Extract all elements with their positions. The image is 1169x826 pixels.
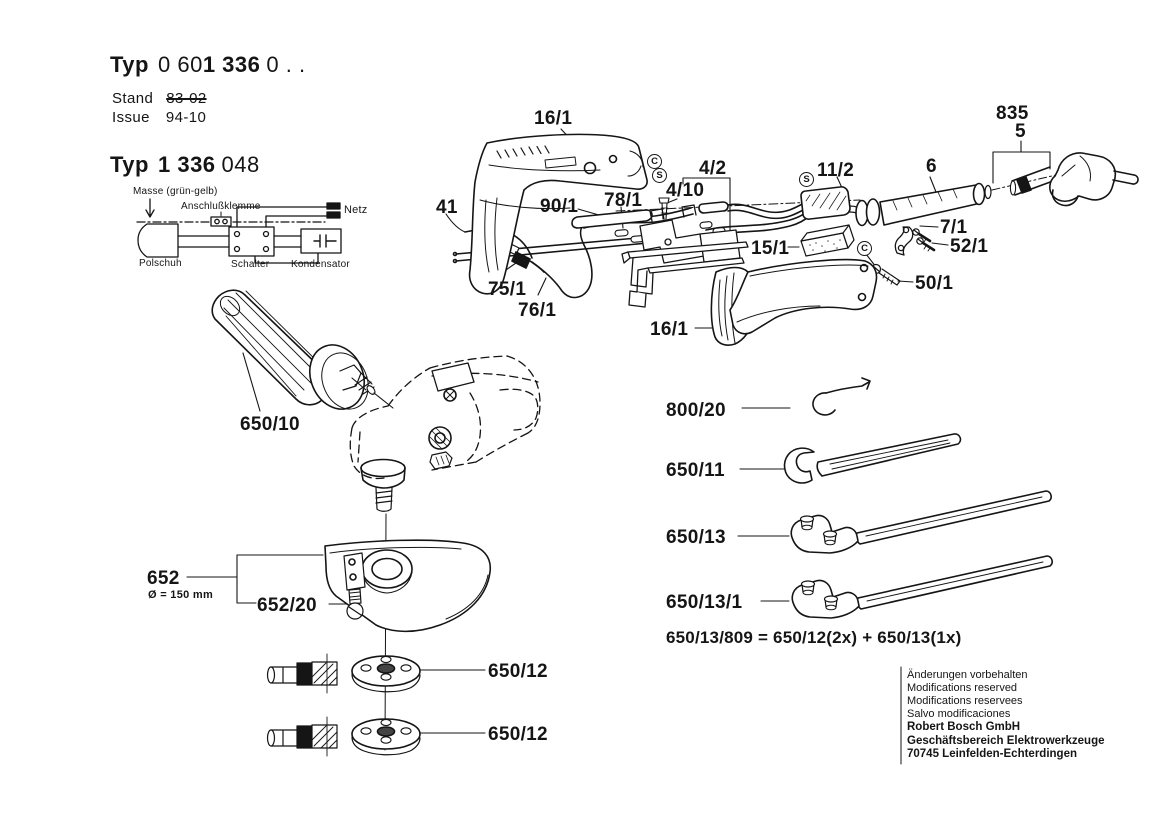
flange-graphic [352,656,420,692]
part-label-41: 41 [436,197,458,218]
part-label-650-12-b: 650/12 [488,724,548,745]
type-number-subheading: Typ 1 336 048 [110,152,260,177]
part-label-650-13-1: 650/13/1 [666,592,743,613]
stand-value-struck: 83-02 [166,90,207,107]
footer-company: Robert Bosch GmbH [907,721,1021,733]
wiring-label-klemme: Anschlußklemme [181,201,261,212]
part-label-90-1: 90/1 [540,196,579,217]
part-label-11-2: 11/2 [817,160,855,181]
part-label-650-10: 650/10 [240,414,300,435]
wiring-label-kondensator: Kondensator [291,259,350,270]
flange-section-graphic [268,654,338,693]
screws-52-1-graphic [913,229,934,251]
part-label-75-1: 75/1 [488,279,527,300]
part-label-16-1-bottom: 16/1 [650,319,689,340]
pin-wrench-graphic [791,491,1051,553]
cable-clamp-graphic [895,227,912,255]
part-label-650-13: 650/13 [666,527,726,548]
marker-c-top: C [647,154,662,169]
footer-note: Modifications reservees [907,695,1023,707]
foam-pad-graphic [801,225,854,256]
part-label-15-1: 15/1 [751,238,790,259]
footer-block [907,669,1105,762]
footer-company: Geschäftsbereich Elektrowerkzeuge [907,734,1105,747]
marker-s-mid: S [799,172,814,187]
part-label-16-1-top: 16/1 [534,108,573,129]
wiring-label-polschuh: Polschuh [139,258,182,269]
tool-hook-graphic [813,378,870,415]
part-label-76-1: 76/1 [518,300,557,321]
part-label-7-1: 7/1 [940,217,968,238]
power-plug-graphic [1050,153,1138,206]
wiring-label-masse: Masse (grün-gelb) [133,186,218,197]
typ-brand: Typ [110,52,149,77]
part-label-652-diameter: Ø = 150 mm [148,589,214,601]
stand-line: Stand 83-02 [112,90,207,107]
part-label-52-1: 52/1 [950,236,989,257]
part-label-835-5: 5 [1015,121,1026,142]
part-label-800-20: 800/20 [666,400,726,421]
marker-s-top: S [652,168,667,183]
suppressor-graphic [801,187,864,219]
part-label-4-10: 4/10 [666,180,705,201]
part-label-650-11: 650/11 [666,460,725,481]
wiring-label-schalter: Schalter [231,259,270,270]
set-formula: 650/13/809 = 650/12(2x) + 650/13(1x) [666,628,962,647]
part-label-6: 6 [926,156,937,177]
footer-note: Änderungen vorbehalten [907,669,1028,681]
type-number-heading: Typ 0 601 336 0 . . [110,52,306,77]
footer-note: Modifications reserved [907,682,1018,694]
issue-line: Issue 94-10 [112,109,207,126]
part-label-650-12-a: 650/12 [488,661,548,682]
part-label-50-1: 50/1 [915,273,954,294]
wrench-graphic [785,434,961,483]
marker-c-mid: C [857,241,872,256]
side-handle-graphic [212,290,393,417]
footer-company: 70745 Leinfelden-Echterdingen [907,748,1077,760]
footer-note: Salvo modificaciones [907,708,1011,720]
part-label-652-20: 652/20 [257,595,317,616]
part-label-835: 835 [996,103,1029,124]
bottom-housing-graphic [711,260,876,346]
part-label-652: 652 [147,568,180,589]
part-label-4-2: 4/2 [699,158,727,179]
part-label-78-1: 78/1 [604,190,643,211]
wiring-label-netz: Netz [344,204,368,216]
